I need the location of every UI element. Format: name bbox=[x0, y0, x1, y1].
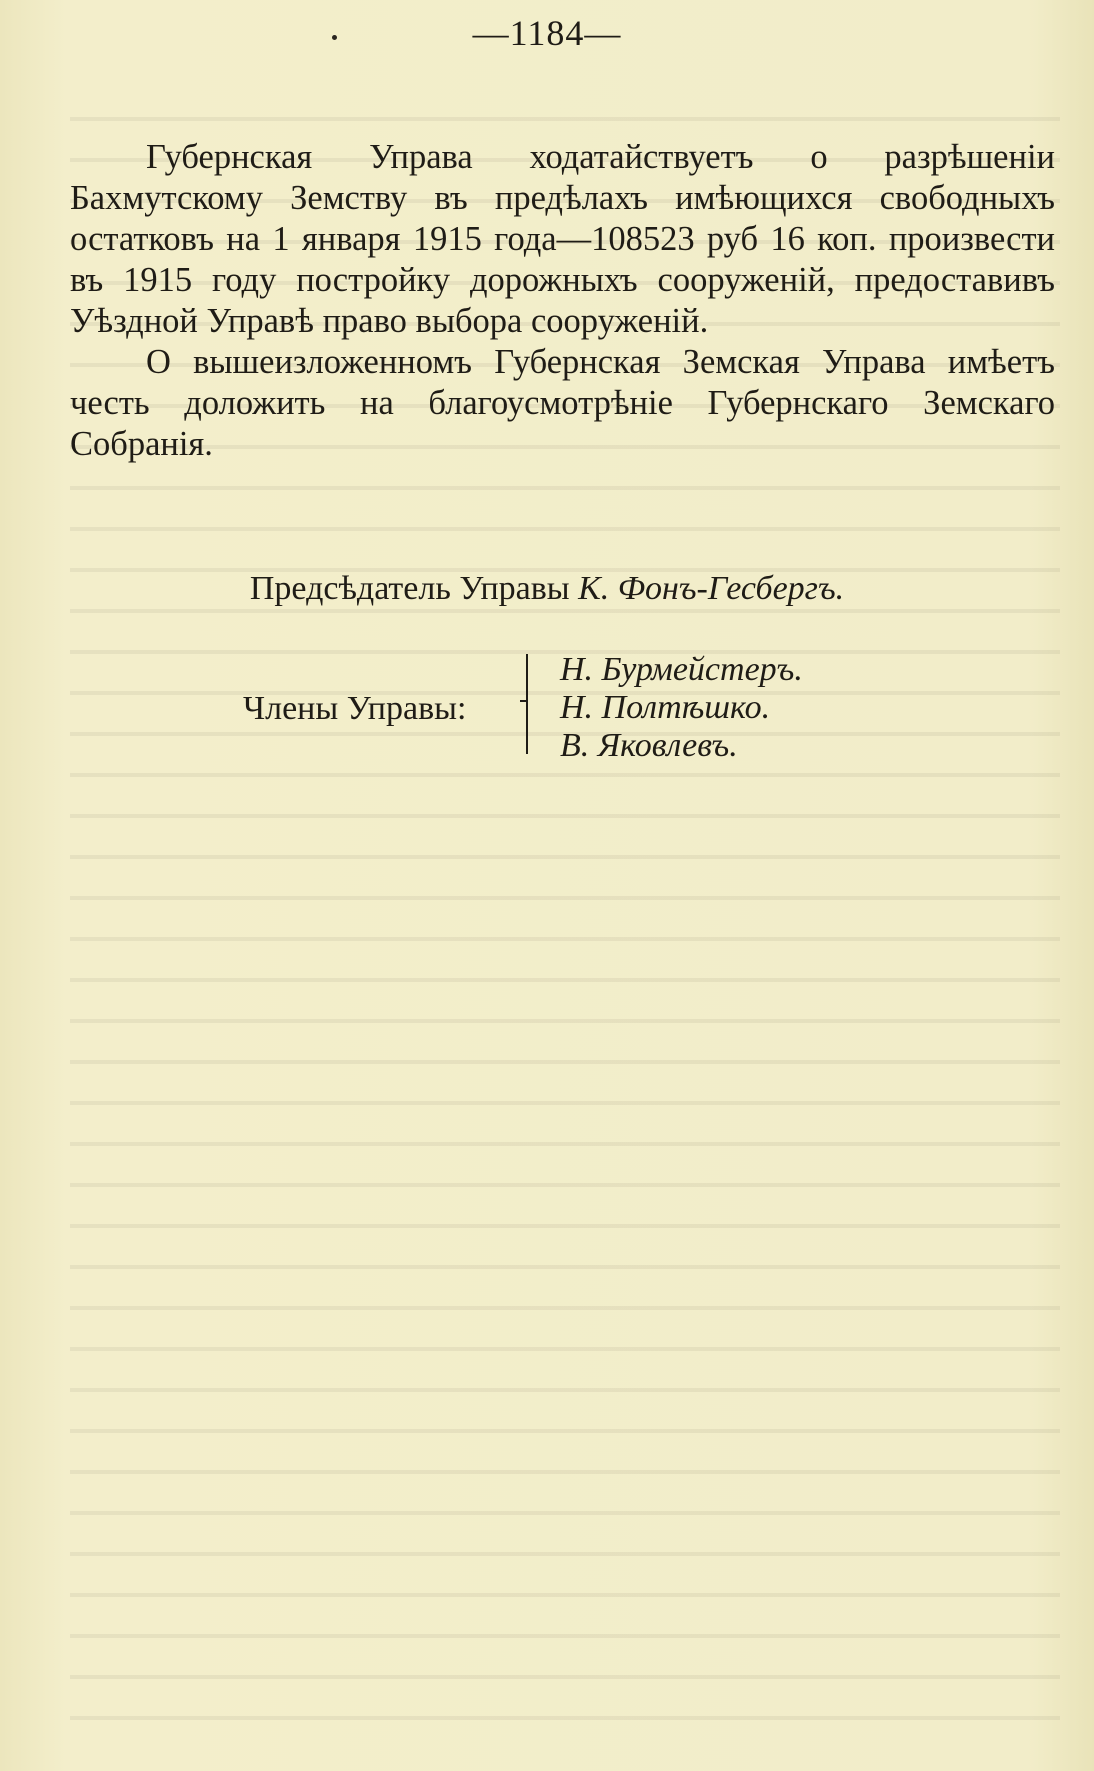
member-name: Н. Полтѣшко. bbox=[560, 689, 771, 726]
main-text bbox=[70, 137, 1055, 465]
chairman-signature bbox=[0, 570, 1094, 608]
page-number: —1184— bbox=[472, 13, 622, 53]
chairman-name: К. Фонъ-Гесбергъ. bbox=[578, 570, 845, 607]
members-brace bbox=[526, 654, 536, 754]
chairman-title: Предсѣдатель Управы bbox=[249, 570, 570, 607]
paragraph-report: О вышеизложенномъ Губернская Земская Управа имѣетъ честь доложить на благоусмотрѣніе Губернскаго Земскаго Собранія. bbox=[70, 343, 1055, 463]
member-name: В. Яковлевъ. bbox=[560, 727, 738, 764]
paragraph-petition: Губернская Управа ходатайствуетъ о разрѣшеніи Бахмутскому Земству въ предѣлахъ имѣющихся свободныхъ остатковъ на 1 января 1915 года—108523 руб 16 коп. произвести въ 1915 году постройку дорожныхъ сооруженій, предоставивъ Уѣздной Управѣ право выбора сооруженій. bbox=[70, 138, 1055, 340]
members-label: Члены Управы: bbox=[243, 690, 467, 727]
member-name: Н. Бурмейстеръ. bbox=[560, 651, 803, 688]
members-list bbox=[560, 651, 803, 765]
